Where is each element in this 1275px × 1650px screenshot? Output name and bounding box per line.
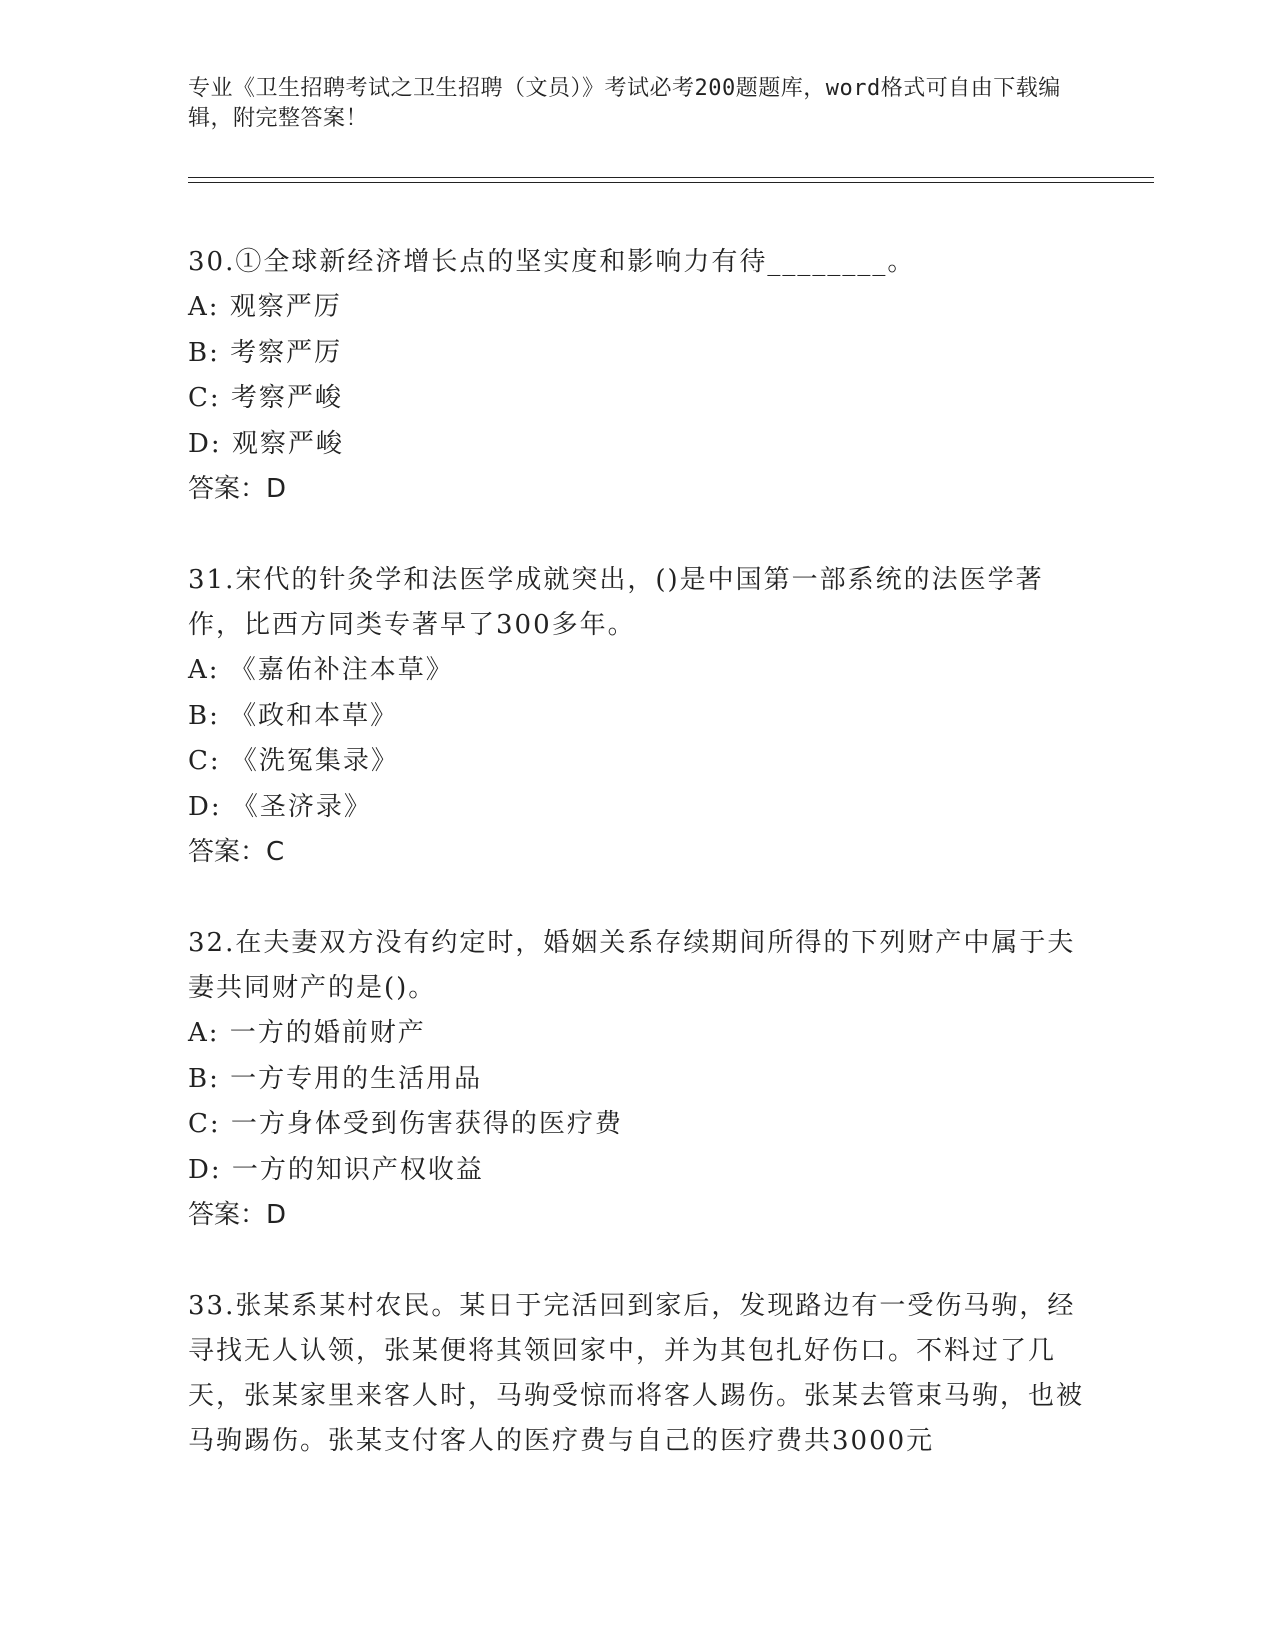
option-c: C: 一方身体受到伤害获得的医疗费 <box>188 1109 623 1139</box>
document-header: 专业《卫生招聘考试之卫生招聘（文员）》考试必考200题题库，word格式可自由下载编辑，附完整答案！ <box>188 76 1061 131</box>
option-a: A: 一方的婚前财产 <box>188 1018 426 1048</box>
option-b: B: 《政和本草》 <box>188 700 399 731</box>
question-33 <box>188 1284 1088 1464</box>
question-stem: 33.张某系某村农民。某日于完活回到家后，发现路边有一受伤马驹，经寻找无人认领，张某便将其领回家中，并为其包扎好伤口。不料过了几天，张某家里来客人时，马驹受惊而将客人踢伤。张某去管束马驹，也被马驹踢伤。张某支付客人的医疗费与自己的医疗费共3000元 <box>188 1291 1085 1456</box>
question-32 <box>188 921 1088 1238</box>
option-d: D: 《圣济录》 <box>188 791 372 822</box>
option-d: D: 一方的知识产权收益 <box>188 1154 484 1185</box>
option-b: B: 考察严厉 <box>188 337 343 368</box>
question-stem: 31.宋代的针灸学和法医学成就突出，()是中国第一部系统的法医学著作，比西方同类专著早了300多年。 <box>188 565 1044 640</box>
option-c: C: 考察严峻 <box>188 383 343 413</box>
question-list <box>188 240 1088 1464</box>
answer-line: 答案：D <box>188 1200 287 1230</box>
answer-line: 答案：C <box>188 837 285 867</box>
option-d: D: 观察严峻 <box>188 428 344 459</box>
header-divider-bottom <box>188 182 1154 183</box>
option-a: A: 观察严厉 <box>188 292 342 322</box>
option-c: C: 《洗冤集录》 <box>188 746 399 776</box>
option-a: A: 《嘉佑补注本草》 <box>188 655 454 685</box>
option-b: B: 一方专用的生活用品 <box>188 1063 483 1094</box>
answer-line: 答案：D <box>188 474 287 504</box>
header-divider-top <box>188 177 1154 178</box>
question-30 <box>188 240 1088 512</box>
question-stem: 32.在夫妻双方没有约定时，婚姻关系存续期间所得的下列财产中属于夫妻共同财产的是()。 <box>188 928 1076 1003</box>
question-stem: 30.①全球新经济增长点的坚实度和影响力有待________。 <box>188 247 916 277</box>
question-31 <box>188 558 1088 875</box>
